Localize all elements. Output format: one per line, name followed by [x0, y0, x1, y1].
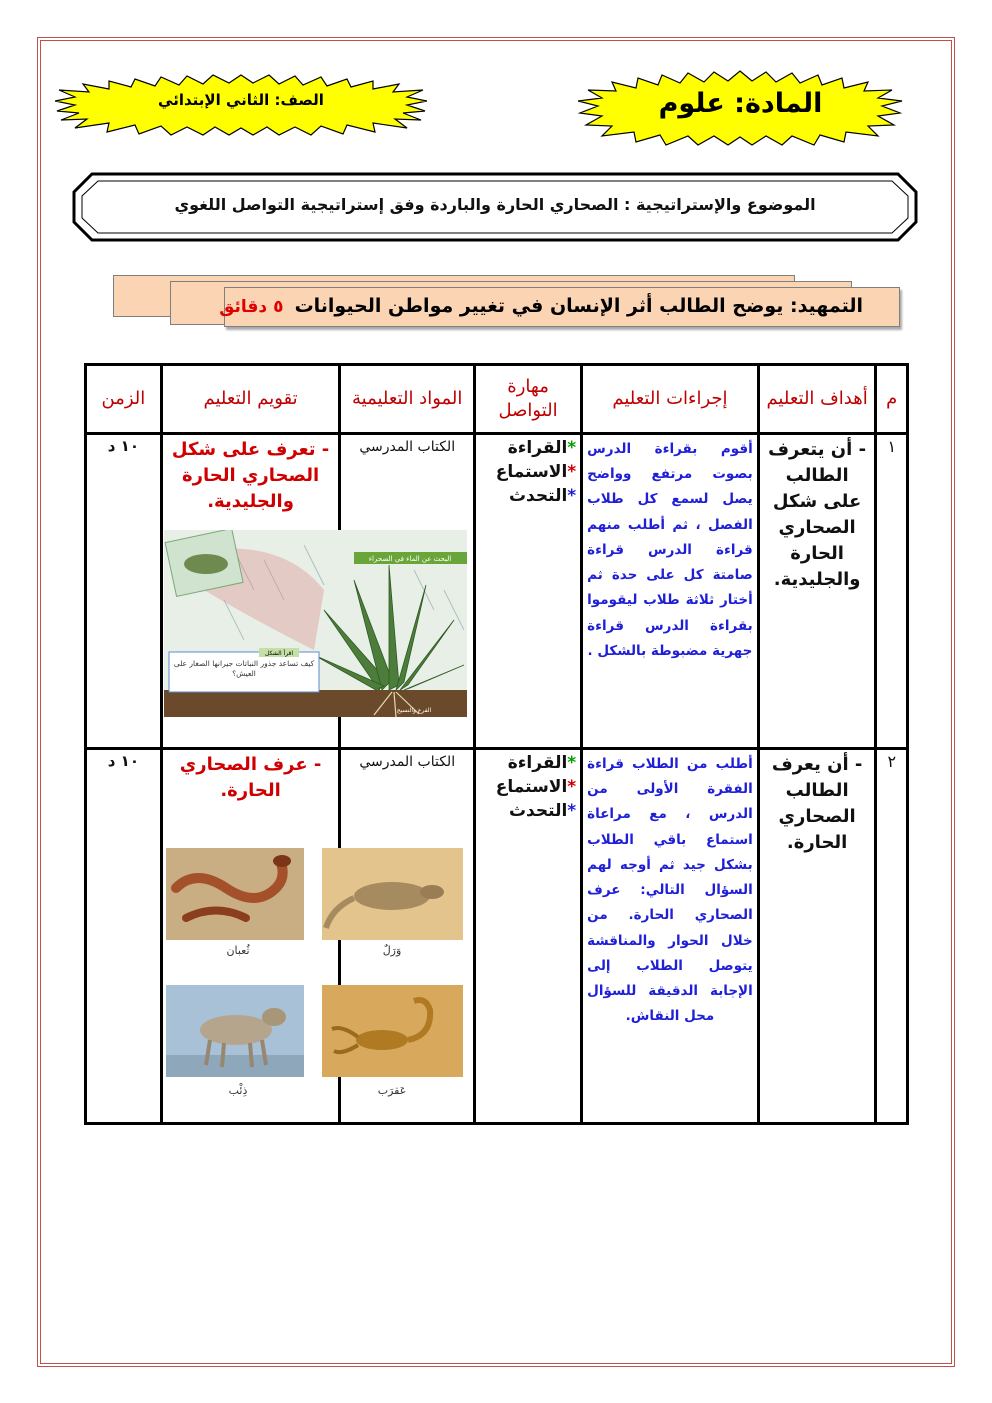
header-procedures: إجراءات التعليم: [582, 365, 759, 434]
header-materials: المواد التعليمية: [340, 365, 475, 434]
topic-frame: [72, 172, 918, 242]
desert-plant-image: [164, 530, 467, 717]
class-starburst: [55, 74, 427, 136]
row-procedure: أقوم بقراءة الدرس بصوت مرتفع وواضح يصل لسمع كل طلاب الفصل ، ثم أطلب منهم قراءة الدرس قراءة صامتة كل على حدة ثم أختار ثلاثة طلاب ليقوموا بقراءة الدرس قراءة جهرية مضبوطة بالشكل .: [582, 434, 759, 749]
row-evaluation: - تعرف على شكل الصحاري الحارة والجليدية.: [161, 434, 340, 749]
image-box-title: اقرأ الشكل: [264, 650, 294, 657]
header-num: م: [876, 365, 908, 434]
header-skill: مهارة التواصل: [474, 365, 581, 434]
intro-label: التمهيد: يوضح الطالب أثر الإنسان في تغيير مواطن الحيوانات: [294, 295, 863, 317]
row-number: ١: [876, 434, 908, 749]
skill-reading: *القراءة: [507, 753, 577, 773]
row-evaluation: - عرف الصحاري الحارة.: [161, 749, 340, 1124]
topic-text: الموضوع والإستراتيجية : الصحاري الحارة والباردة وفق إستراتيجية التواصل اللغوي: [174, 195, 816, 214]
skill-speaking: *التحدث: [508, 800, 577, 821]
row-procedure: أطلب من الطلاب قراءة الفقرة الأولى من الدرس ، مع مراعاة استماع باقي الطلاب بشكل جيد ثم أوجه لهم السؤال التالي: عرف الصحاري الحارة. من خلال الحوار والمناقشة يتوصل الطلاب إلى الإجابة الدقيقة للسؤال محل النقاش.: [582, 749, 759, 1124]
header-time: الزمن: [86, 365, 162, 434]
wolf-image: [166, 985, 304, 1077]
header-evaluation: تقويم التعليم: [161, 365, 340, 434]
lizard-caption: وَرَلٌ: [382, 944, 402, 957]
image-caption-bottom: الفرع والنسيج: [396, 707, 432, 714]
row-skill: [474, 749, 581, 1124]
snake-caption: ثُعبان: [226, 944, 250, 957]
scorpion-image: [322, 985, 463, 1077]
intro-banner: [219, 287, 900, 327]
subject-starburst: [578, 70, 903, 146]
skill-listening: *الاستماع: [495, 461, 577, 482]
skill-listening: *الاستماع: [495, 776, 577, 797]
row-time: ١٠ د: [86, 434, 162, 749]
row-goal: - أن يتعرف الطالب على شكل الصحاري الحارة والجليدية.: [758, 434, 876, 749]
row-goal: - أن يعرف الطالب الصحاري الحارة.: [758, 749, 876, 1124]
scorpion-caption: عَقرَب: [377, 1084, 407, 1097]
skill-speaking: *التحدث: [508, 485, 577, 506]
row-time: ١٠ د: [86, 749, 162, 1124]
table-header-row: [86, 365, 908, 434]
wolf-caption: ذِئْب: [228, 1084, 248, 1097]
skill-reading: *القراءة: [507, 438, 577, 458]
intro-time: ٥ دقائق: [219, 297, 284, 317]
subject-label: المادة: علوم: [658, 88, 823, 119]
image-caption-top: البحث عن الماء في الصحراء: [368, 555, 452, 563]
snake-image: [166, 848, 304, 940]
row-skill: [474, 434, 581, 749]
header-goals: أهداف التعليم: [758, 365, 876, 434]
image-box-text: كيف تساعد جذور النباتات جيرانها الصغار على العيش؟: [173, 659, 315, 679]
lizard-image: [322, 848, 463, 940]
row-number: ٢: [876, 749, 908, 1124]
row-materials: الكتاب المدرسي: [340, 749, 475, 1124]
row-materials: الكتاب المدرسي: [340, 434, 475, 749]
class-label: الصف: الثاني الإبتدائي: [158, 91, 324, 109]
